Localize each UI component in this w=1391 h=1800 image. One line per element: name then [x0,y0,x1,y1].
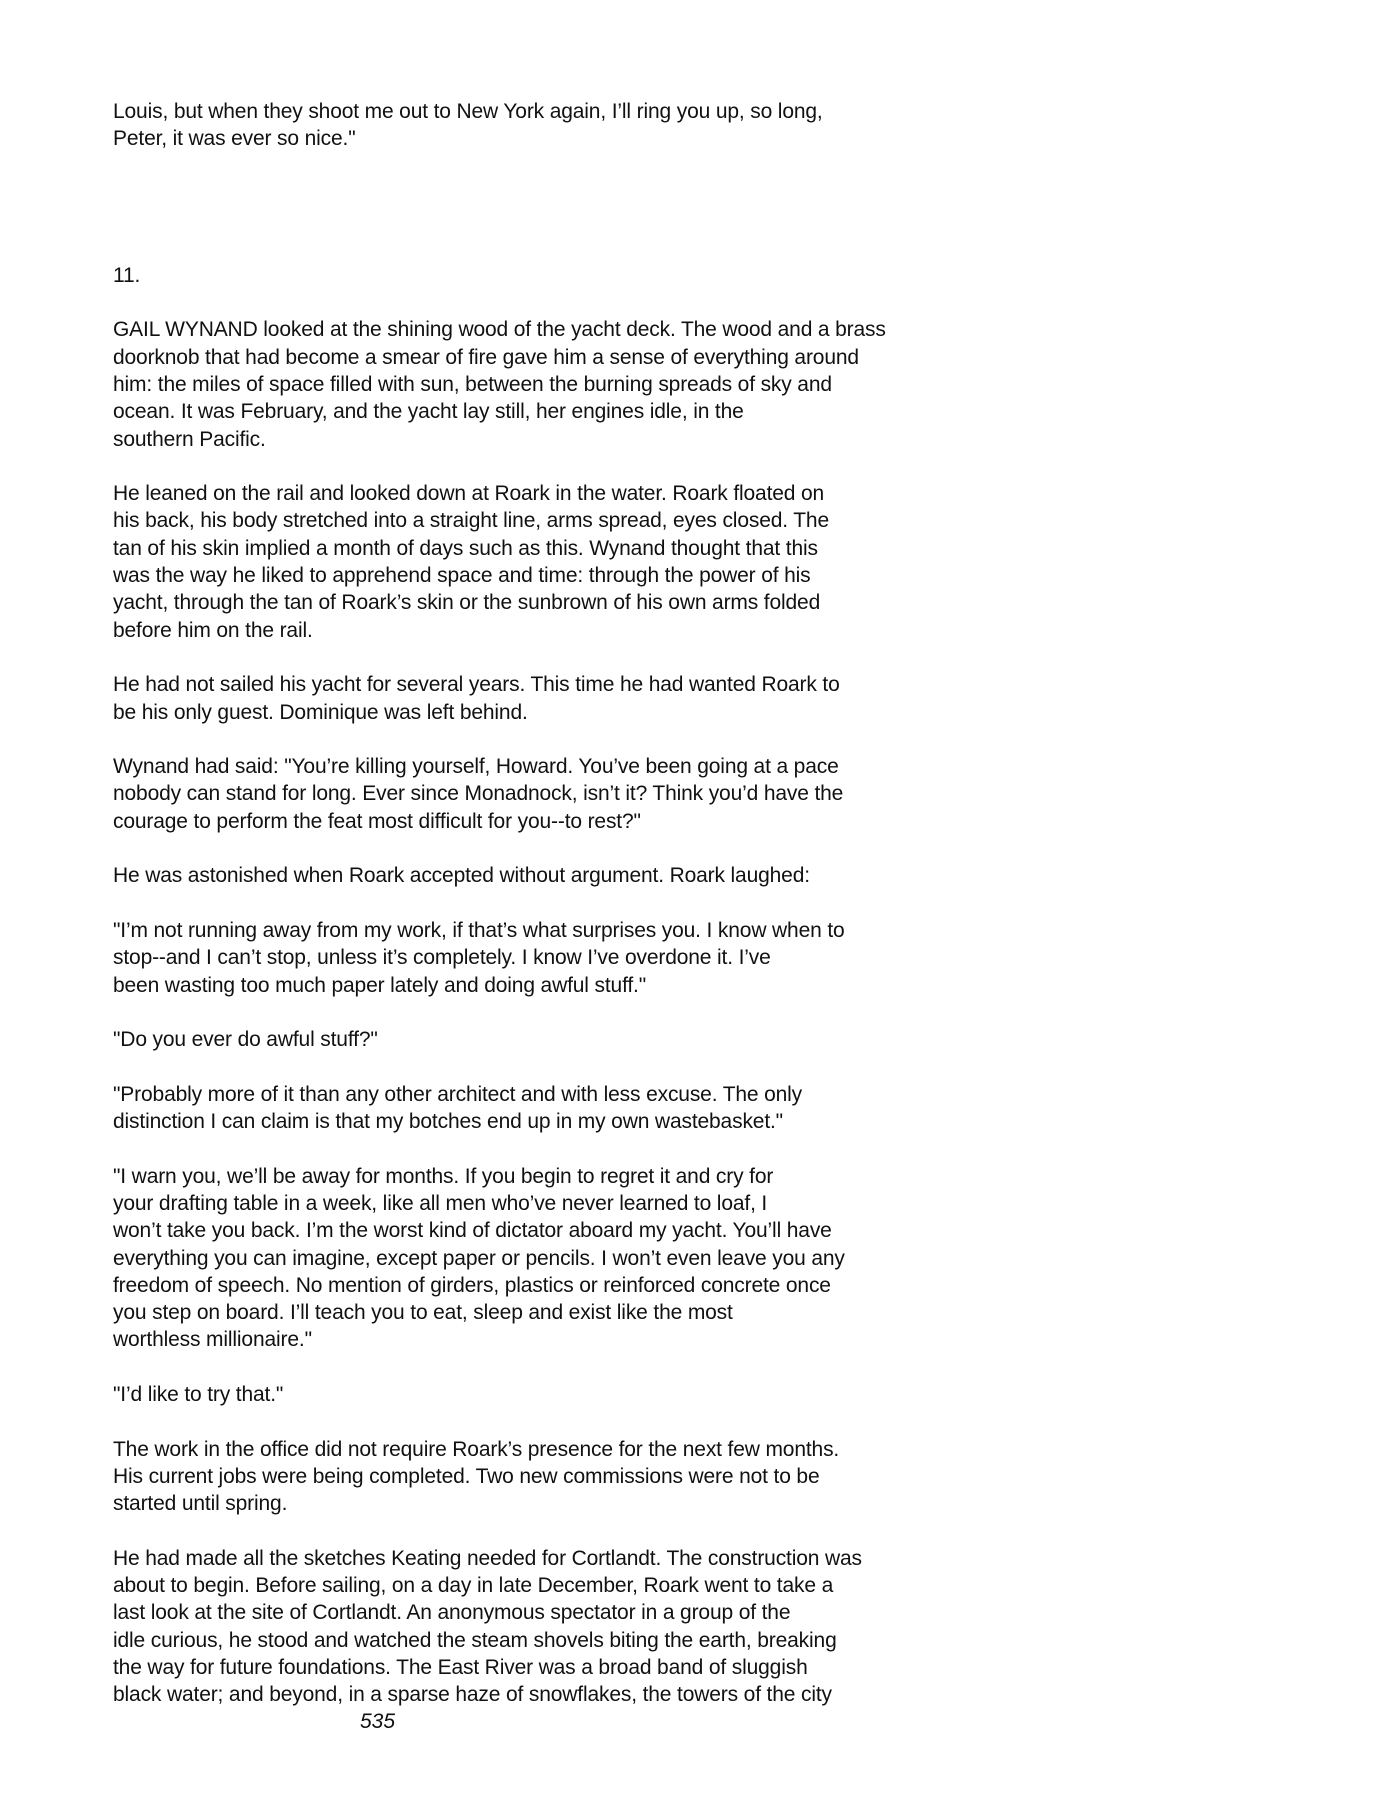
text-line: yacht, through the tan of Roark’s skin or the sunbrown of his own arms folded [113,591,821,615]
text-line: His current jobs were being completed. Two new commissions were not to be [113,1464,820,1488]
text-line: worthless millionaire." [113,1328,312,1352]
text-line: your drafting table in a week, like all men who’ve never learned to loaf, I [113,1191,768,1215]
paragraph [113,1436,839,1518]
text-line: "I’m not running away from my work, if that’s what surprises you. I know when to [113,919,845,942]
text-line: been wasting too much paper lately and doing awful stuff." [113,973,647,997]
text-line: He leaned on the rail and looked down at Roark in the water. Roark floated on [113,482,825,506]
text-line: idle curious, he stood and watched the steam shovels biting the earth, breaking [113,1628,837,1652]
text-line: nobody can stand for long. Ever since Monadnock, isn’t it? Think you’d have the [113,782,844,806]
text-line: stop--and I can’t stop, unless it’s completely. I know I’ve overdone it. I’ve [113,946,771,970]
text-line: GAIL WYNAND looked at the shining wood of the yacht deck. The wood and a brass [113,318,886,342]
text-line: "I warn you, we’ll be away for months. If you begin to regret it and cry for [113,1164,774,1188]
text-line: black water; and beyond, in a sparse haze of snowflakes, the towers of the city [113,1683,832,1707]
paragraph [113,1545,862,1709]
paragraph [113,917,845,999]
text-line: He had made all the sketches Keating needed for Cortlandt. The construction was [113,1546,862,1570]
text-line: southern Pacific. [113,427,266,451]
text-line: won’t take you back. I’m the worst kind of dictator aboard my yacht. You’ll have [113,1219,832,1243]
paragraph [113,671,840,726]
text-line: freedom of speech. No mention of girders, plastics or reinforced concrete once [113,1273,831,1297]
paragraph [113,1381,283,1408]
text-line: 11. [113,263,141,287]
text-line: "Probably more of it than any other architect and with less excuse. The only [113,1082,803,1106]
text-line: doorknob that had become a smear of fire gave him a sense of everything around [113,345,859,369]
paragraph [113,1026,378,1053]
text-line: be his only guest. Dominique was left behind. [113,700,528,724]
text-line: "I’d like to try that." [113,1383,284,1407]
paragraph [113,480,829,644]
text-line: you step on board. I’ll teach you to eat, sleep and exist like the most [113,1301,733,1325]
text-line: Louis, but when they shoot me out to New York again, I’ll ring you up, so long, [113,100,823,123]
text-line: was the way he liked to apprehend space and time: through the power of his [113,564,811,588]
text-line: tan of his skin implied a month of days such as this. Wynand thought that this [113,536,818,560]
text-line: He had not sailed his yacht for several years. This time he had wanted Roark to [113,673,840,697]
text-line: ocean. It was February, and the yacht lay still, her engines idle, in the [113,400,744,424]
text-line: courage to perform the feat most difficult for you--to rest?" [113,809,641,833]
text-line: distinction I can claim is that my botches end up in my own wastebasket." [113,1110,783,1134]
page-number: 535 [360,1710,396,1733]
text-line: Wynand had said: "You’re killing yourself, Howard. You’ve been going at a pace [113,755,839,779]
text-line: about to begin. Before sailing, on a day in late December, Roark went to take a [113,1574,834,1598]
paragraph [113,1163,845,1354]
text-line: The work in the office did not require Roark’s presence for the next few months. [113,1437,840,1461]
text-line: He was astonished when Roark accepted without argument. Roark laughed: [113,864,810,888]
paragraph [113,862,810,889]
text-line: "Do you ever do awful stuff?" [113,1028,378,1052]
paragraph [113,98,823,153]
text-line: started until spring. [113,1492,288,1516]
chapter-heading [113,262,140,289]
text-line: everything you can imagine, except paper or pencils. I won’t even leave you any [113,1246,845,1270]
text-line: him: the miles of space filled with sun, between the burning spreads of sky and [113,372,832,396]
text-line: last look at the site of Cortlandt. An anonymous spectator in a group of the [113,1601,791,1625]
text-line: his back, his body stretched into a straight line, arms spread, eyes closed. The [113,509,829,533]
paragraph [113,753,843,835]
paragraph [113,316,886,452]
paragraph [113,1081,802,1136]
text-line: before him on the rail. [113,618,313,642]
text-line: the way for future foundations. The East River was a broad band of sluggish [113,1656,808,1680]
text-line: Peter, it was ever so nice." [113,127,356,151]
